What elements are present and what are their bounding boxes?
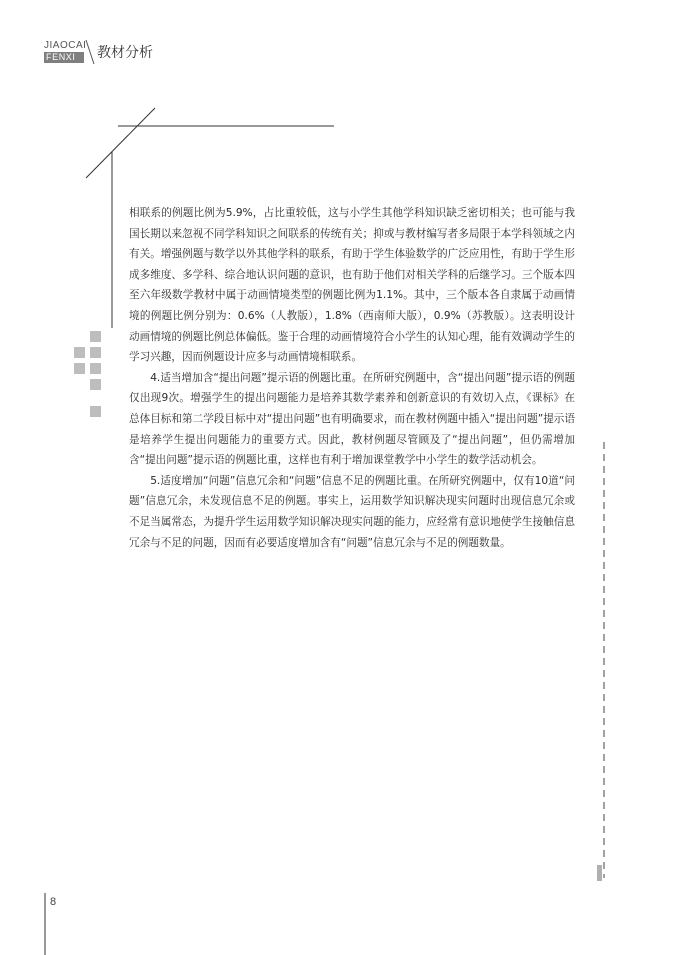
paragraph-2: 4.适当增加含“提出问题”提示语的例题比重。在所研究例题中，含“提出问题”提示语的例题仅出现9次。增强学生的提出问题能力是培养其数学素养和创新意识的有效切入点，《课标》在总体目标和第二学段目标中对“提出问题”也有明确要求，而在教材例题中插入“提出问题”提示语是培养学生提出问题能力的重要方式。因此，教材例题尽管顾及了“提出问题”，但仍需增加含“提出问题”提示语的例题比重，这样也有利于增加课堂教学中小学生的数学活动机会。 <box>129 371 575 467</box>
logo-bottom-text: FENXI <box>44 52 84 63</box>
deco-square <box>90 347 101 358</box>
diagonal-stroke <box>86 108 155 178</box>
paragraph-1: 相联系的例题比例为5.9%，占比重较低，这与小学生其他学科知识缺乏密切相关；也可能与我国长期以来忽视不同学科知识之间联系的传统有关；抑或与教材编写者多局限于本学科领域之内有关。增强例题与数学以外其他学科的联系，有助于学生体验数学的广泛应用性，有助于学生形成多维度、多学科、综合地认识问题的意识，也有助于他们对相关学科的后继学习。三个版本四至六年级数学教材中属于动画情境类型的例题比例为1.1%。其中，三个版本各自隶属于动画情境的例题比例分别为：0.6%（人教版），1.8%（西南师大版），0.9%（苏教版）。这表明设计动画情境的例题比例总体偏低。鉴于合理的动画情境符合小学生的认知心理，能有效调动学生的学习兴趣，因而例题设计应多与动画情境相联系。 <box>129 207 575 364</box>
logo-slash-icon <box>85 40 95 64</box>
logo-top-text: JIAOCAI <box>44 40 87 51</box>
header-logo <box>44 40 164 70</box>
paragraph-3: 5.适度增加“问题”信息冗余和“问题”信息不足的例题比重。在所研究例题中，仅有10道“问题”信息冗余，未发现信息不足的例题。事实上，运用数学知识解决现实问题时出现信息冗余或不足当属常态，为提升学生运用数学知识解决现实问题的能力，应经常有意识地使学生接触信息冗余与不足的问题，因而有必要适度增加含有“问题”信息冗余与不足的例题数量。 <box>129 474 575 549</box>
deco-square <box>74 347 85 358</box>
right-grey-bar <box>597 865 602 881</box>
deco-square <box>90 331 101 342</box>
page-number: 8 <box>50 896 57 908</box>
deco-square <box>90 363 101 374</box>
section-title: 教材分析 <box>97 45 153 61</box>
deco-square <box>74 363 85 374</box>
deco-square <box>90 406 101 417</box>
deco-square <box>90 379 101 390</box>
body-text <box>129 203 575 553</box>
